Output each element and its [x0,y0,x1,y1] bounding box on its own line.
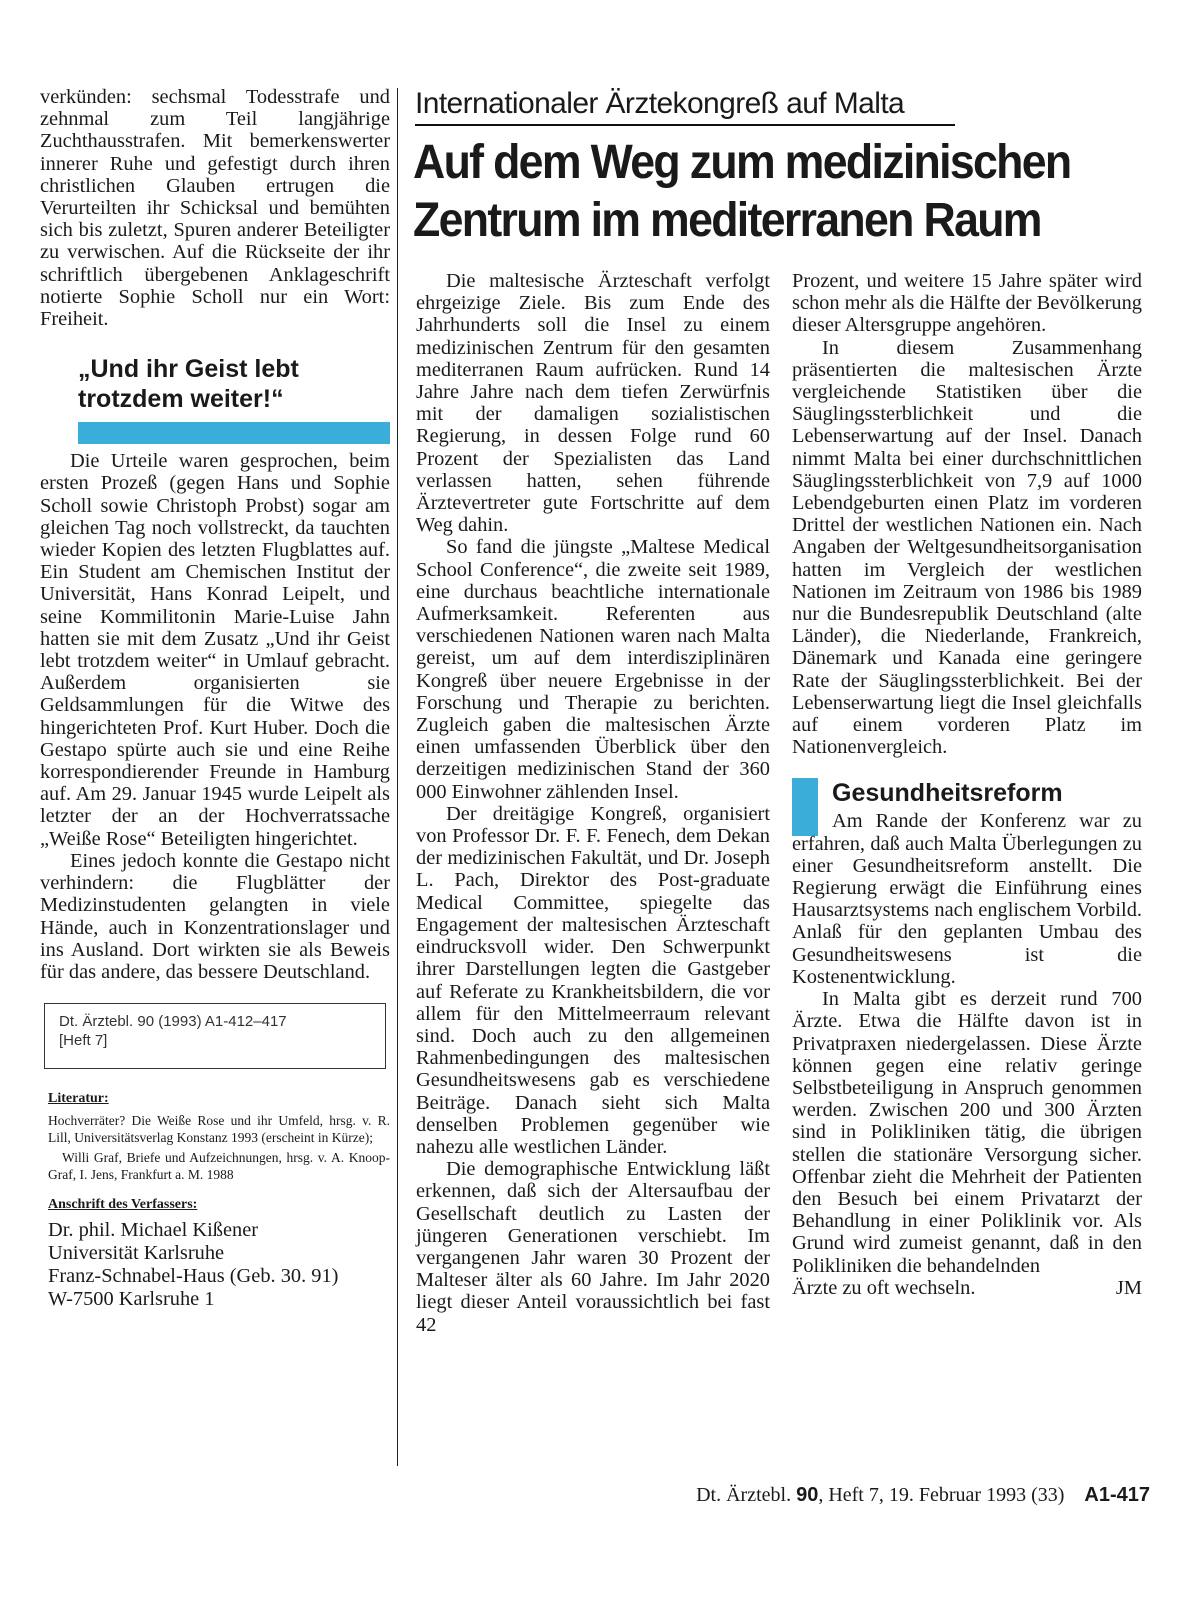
address-line: Dr. phil. Michael Kißener [48,1219,259,1242]
address-line: Universität Karlsruhe [48,1242,225,1265]
page-footer [640,1482,1150,1508]
reform-text: Am Rande der Konferenz war zu erfahren, daß auch Malta Überlegungen zu einer Gesundheitsreform anstellt. Die Regierung erwägt die Einführung eines Hausarztsystems nach englischem Vorbild. Anlaß für den geplanten Umbau des Gesundheitswesens ist die Kostenentwicklung. [792,810,1142,988]
right-paragraph: Prozent, und weitere 15 Jahre später wird schon mehr als die Hälfte der Bevölkerung dieser Altersgruppe angehören. [792,270,1142,337]
address-line: Franz-Schnabel-Haus (Geb. 30. 91) [48,1265,339,1288]
reform-heading-text: Gesundheitsreform [832,779,1063,808]
right-paragraph: In diesem Zusammenhang präsentierten die maltesischen Ärzte vergleichende Statistiken über die Säuglingssterblichkeit und die Lebenserwartung auf der Insel. Danach nimmt Malta bei einer durchschnittlichen Säuglingssterblichkeit von 7,9 auf 1000 Lebendgeburten einen Platz im vorderen Drittel der westlichen Nationen ein. Nach Angaben der Weltgesundheitsorganisation hatten im Vergleich der westlichen Nationen im Zeitraum von 1986 bis 1989 nur die Bundesrepublik Deutschland (alte Länder), die Niederlande, Frankreich, Dänemark und Kanada eine geringere Rate der Säuglingssterblichkeit. Bei der Lebenserwartung liegt die Insel gleichfalls auf einem vorderen Platz im Nationenvergleich. [792,336,1142,759]
citation-line-2: [Heft 7] [59,1032,108,1050]
headline [413,134,1101,250]
literature-item: Willi Graf, Briefe und Aufzeichnungen, hrsg. v. A. Knoop-Graf, I. Jens, Frankfurt a. M. 1988 [48,1150,390,1182]
left-intro-paragraph: verkünden: sechsmal Todesstrafe und zehnmal zum Teil langjährige Zuchthausstrafen. Mit bemerkenswerter innerer Ruhe und gefestigt durch ihren christlichen Glauben ertrugen die Verurteilten ihr Schicksal und bemühten sich bis zuletzt, Spuren anderer Beteiligter zu verwischen. Auf die Rückseite der ihr schriftlich übergebenen Anklageschrift notierte Sophie Scholl nur ein Wort: Freiheit. [40,86,390,331]
headline-line-1: Auf dem Weg zum medizinischen [413,136,1071,189]
middle-paragraph: Die demographische Entwicklung läßt erkennen, daß sich der Altersaufbau der Gesellschaft deutlich zu Lasten der jüngeren Generationen verschiebt. Im vergangenen Jahr waren 30 Prozent der Malteser älter als 60 Jahre. Im Jahr 2020 liegt dieser Anteil voraussichtlich bei fast 42 [416,1158,770,1336]
column-divider [397,88,398,1466]
page-number: A1-417 [1084,1484,1150,1506]
literature-heading: Literatur: [48,1091,109,1107]
closing-text: Ärzte zu oft wechseln. [792,1276,976,1299]
headline-line-2: Zentrum im mediterranen Raum [413,194,1041,247]
left-subhead: „Und ihr Geist lebt trotzdem weiter!“ [78,355,299,414]
kicker: Internationaler Ärztekongreß auf Malta [415,86,955,126]
reform-paragraph-2: In Malta gibt es derzeit rund 700 Ärzte. Etwa die Hälfte davon ist in Privatpraxen niedergelassen. Diese Ärzte können gegen eine relativ geringe Selbstbeteiligung in Anspruch genommen werden. Zwischen 200 und 300 Ärzten sind in Polikliniken tätig, die übrigen stellen die stationäre Versorgung sicher. Offenbar zieht die Mehrheit der Patienten den Besuch bei einem Privatarzt der Behandlung in einer Poliklinik vor. Als Grund wird zumeist genannt, daß in den Polikliniken die behandelnden [792,988,1142,1277]
left-column [40,86,390,1311]
middle-paragraph: Die maltesische Ärzteschaft verfolgt ehrgeizige Ziele. Bis zum Ende des Jahrhunderts soll die Insel zu einem medizinischen Zentrum für den gesamten mediterranen Raum aufrücken. Rund 14 Jahre Jahre nach dem tiefen Zerwürfnis mit der damaligen sozialistischen Regierung, in dessen Folge rund 60 Prozent der Spezialisten das Land verlassen hatten, sehen führende Ärztevertreter gute Fortschritte auf dem Weg dahin. [416,270,770,537]
middle-paragraph: So fand die jüngste „Maltese Medical School Conference“, die zweite seit 1989, eine durchaus beachtliche internationale Aufmerksamkeit. Referenten aus verschiedenen Nationen waren nach Malta gereist, um auf dem interdisziplinären Kongreß über neuere Ergebnisse in der Forschung und Therapie zu berichten. Zugleich gaben die maltesischen Ärzte einen umfassenden Überblick über den derzeitigen medizinischen Stand der 360 000 Einwohner zählenden Insel. [416,536,770,803]
footer-citation [696,1482,1064,1508]
right-column [792,270,1142,1299]
citation-box [44,1003,386,1069]
middle-column [416,270,770,1336]
closing-line [792,1277,1142,1299]
footer-volume: 90 [796,1484,819,1506]
middle-paragraph: Der dreitägige Kongreß, organisiert von Professor Dr. F. F. Fenech, dem Dekan der medizinischen Fakultät, und Dr. Joseph L. Pach, Direktor des Post-graduate Medical Committee, spiegelte das Engagement der maltesischen Ärzteschaft eindrucksvoll wider. Den Schwerpunkt ihrer Darstellungen legten die Gastgeber auf Referate zu Krankheitsbildern, die vor allem für den Mittelmeerraum relevant sind. Doch auch zu den allgemeinen Rahmenbedingungen des maltesischen Gesundheitswesens gab es verschiedene Beiträge. Danach sieht sich Malta denselben Problemen gegenüber wie nahezu alle westlichen Länder. [416,802,770,1158]
literature-item: Hochverräter? Die Weiße Rose und ihr Umfeld, hrsg. v. R. Lill, Universitätsverlag Konstanz 1993 (erscheint in Kürze); [48,1113,390,1145]
citation-line-1: Dt. Ärztebl. 90 (1993) A1-412–417 [59,1013,287,1031]
left-paragraph-2: Eines jedoch konnte die Gestapo nicht verhindern: die Flugblätter der Medizinstudenten gelangten in viele Hände, auch in Konzentrationslager und ins Ausland. Dort wirkten sie als Beweis für das andere, das bessere Deutschland. [40,849,390,983]
footer-issue-date: , Heft 7, 19. Februar 1993 (33) [818,1484,1065,1506]
address-line: W-7500 Karlsruhe 1 [48,1288,215,1311]
address-heading: Anschrift des Verfassers: [48,1197,198,1213]
accent-bar [78,422,390,444]
reform-paragraph-1 [792,810,1142,988]
left-paragraph-1: Die Urteile waren gesprochen, beim ersten Prozeß (gegen Hans und Sophie Scholl sowie Christoph Probst) sogar am gleichen Tag noch vollstreckt, da tauchten wieder Kopien des letzten Flugblattes auf. Ein Student am Chemischen Institut der Universität, Hans Konrad Leipelt, und seine Kommilitonin Marie-Luise Jahn hatten sie mit dem Zusatz „Und ihr Geist lebt trotzdem weiter“ in Umlauf gebracht. Außerdem organisierten sie Geldsammlungen für die Witwe des hingerichteten Prof. Kurt Huber. Doch die Gestapo spürte auch sie und eine Reihe korrespondierender Freunde in Hamburg auf. Am 29. Januar 1945 wurde Leipelt als letzter der an der Hochverratssache „Weiße Rose“ Beteiligten hingerichtet. [40,450,390,850]
footer-journal: Dt. Ärztebl. [696,1484,792,1506]
author-signature: JM [1115,1276,1142,1299]
